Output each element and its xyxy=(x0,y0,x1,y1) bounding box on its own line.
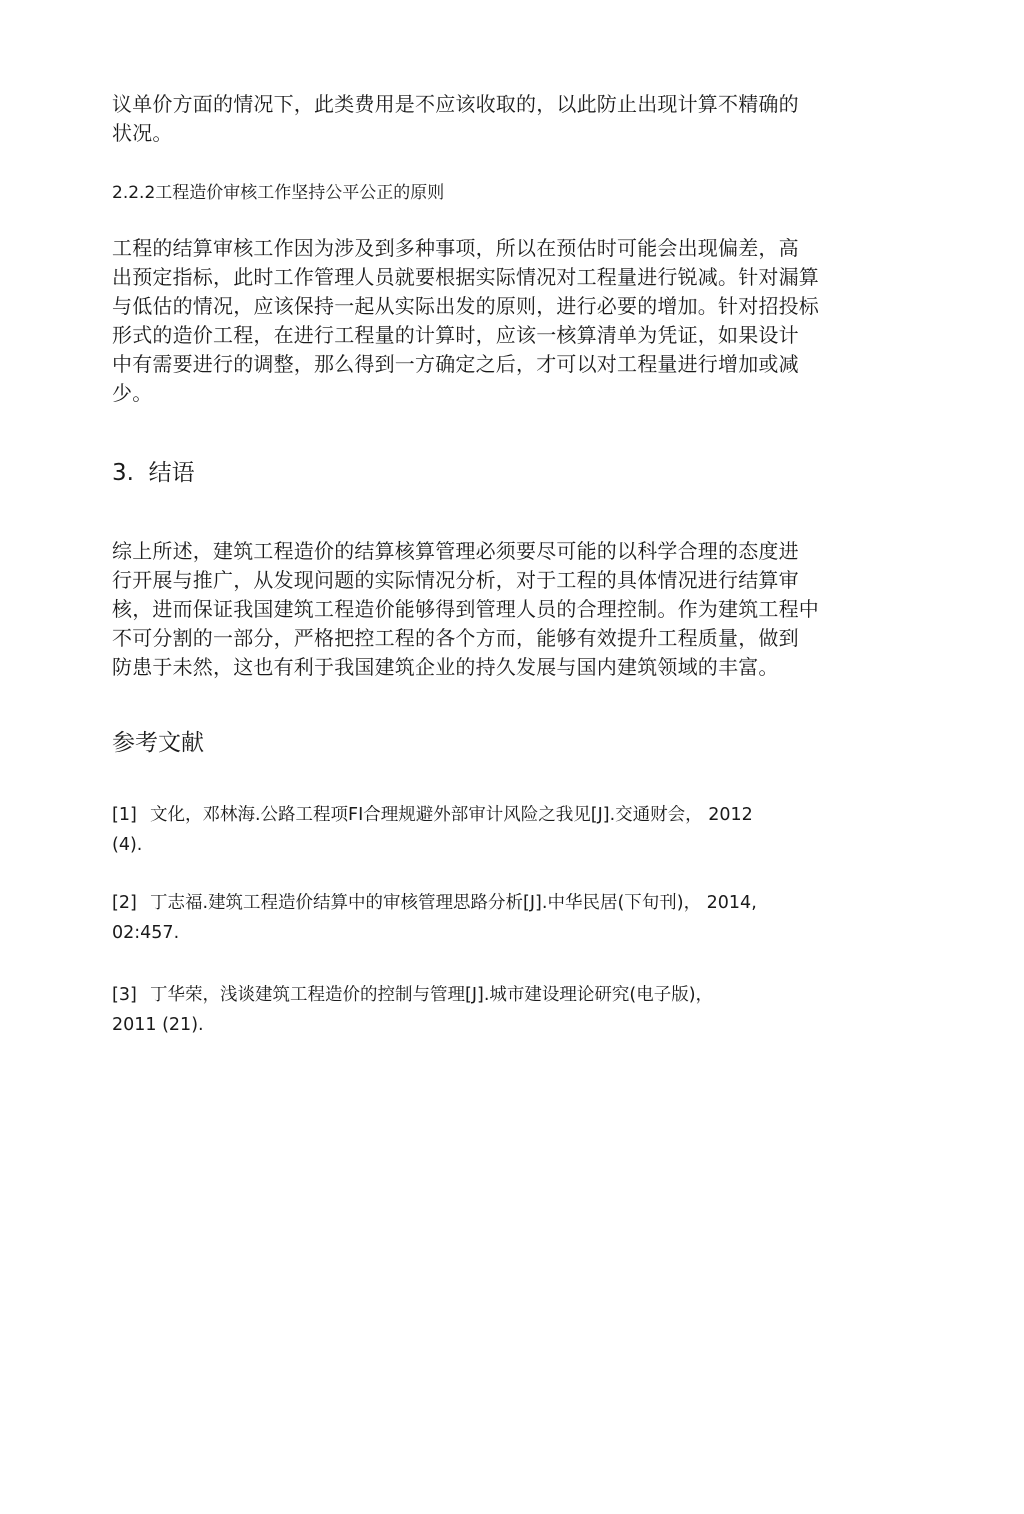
text-line: 议单价方面的情况下，此类费用是不应该收取的，以此防止出现计算不精确的 xyxy=(112,92,799,116)
reference-text: 文化，邓林海.公路工程项FI合理规避外部审计风险之我见[J].交通财会， 2012 xyxy=(150,805,753,825)
reference-text: 丁华荣，浅谈建筑工程造价的控制与管理[J].城市建设理论研究(电子版)， xyxy=(150,985,714,1005)
reference-item xyxy=(112,980,912,1040)
reference-item xyxy=(112,800,912,860)
subsection-heading: 2.2.2工程造价审核工作坚持公平公正的原则 xyxy=(112,183,445,203)
text-line: 核，进而保证我国建筑工程造价能够得到管理人员的合理控制。作为建筑工程中 xyxy=(112,597,819,621)
text-line: 工程的结算审核工作因为涉及到多种事项，所以在预估时可能会出现偏差，高 xyxy=(112,236,799,260)
reference-item xyxy=(112,888,912,948)
reference-text-cont: 2011 (21). xyxy=(112,1015,204,1035)
paragraph-continued xyxy=(112,90,872,148)
text-line: 行开展与推广，从发现问题的实际情况分析，对于工程的具体情况进行结算审 xyxy=(112,568,799,592)
text-line: 中有需要进行的调整，那么得到一方确定之后，才可以对工程量进行增加或减 xyxy=(112,352,799,376)
text-line: 状况。 xyxy=(112,121,173,145)
reference-number: [3] xyxy=(112,985,137,1005)
reference-number: [1] xyxy=(112,805,137,825)
paragraph-principle xyxy=(112,234,872,408)
text-line: 防患于未然，这也有利于我国建筑企业的持久发展与国内建筑领域的丰富。 xyxy=(112,655,779,679)
text-line: 不可分割的一部分，严格把控工程的各个方而，能够有效提升工程质量，做到 xyxy=(112,626,799,650)
reference-text: 丁志福.建筑工程造价结算中的审核管理思路分析[J].中华民居(下旬刊)， 2014, xyxy=(150,893,757,913)
section-heading-conclusion: 3. 结语 xyxy=(112,460,195,486)
reference-text-cont: (4). xyxy=(112,835,143,855)
paragraph-conclusion xyxy=(112,537,872,682)
text-line: 出预定指标，此时工作管理人员就要根据实际情况对工程量进行锐减。针对漏算 xyxy=(112,265,819,289)
text-line: 少。 xyxy=(112,381,153,405)
references-heading: 参考文献 xyxy=(112,730,204,756)
reference-number: [2] xyxy=(112,893,137,913)
text-line: 综上所述，建筑工程造价的结算核算管理必须要尽可能的以科学合理的态度进 xyxy=(112,539,799,563)
text-line: 与低估的情况，应该保持一起从实际出发的原则，进行必要的增加。针对招投标 xyxy=(112,294,819,318)
text-line: 形式的造价工程，在进行工程量的计算时，应该一核算清单为凭证，如果设计 xyxy=(112,323,799,347)
reference-text-cont: 02:457. xyxy=(112,923,180,943)
